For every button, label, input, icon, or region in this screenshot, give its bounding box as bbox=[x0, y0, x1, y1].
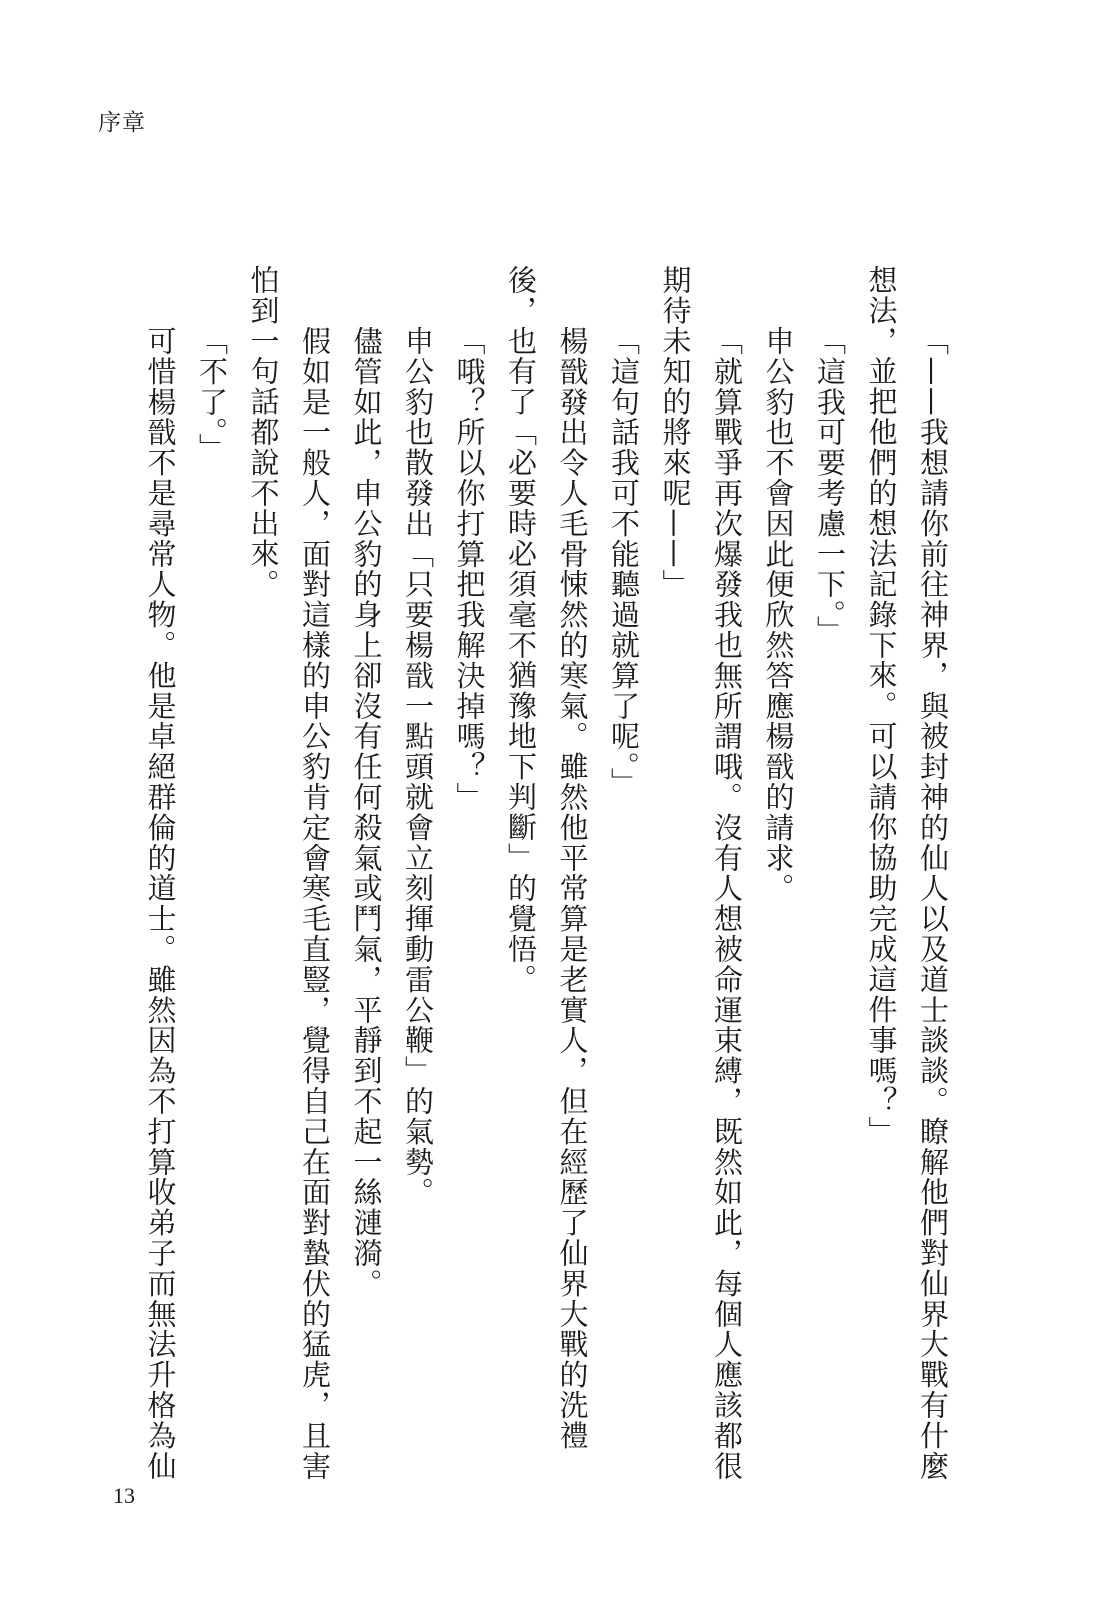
paragraph: 「就算戰爭再次爆發我也無所謂哦。沒有人想被命運束縛，既然如此，每個人應該都很期待未知的將來呢——」 bbox=[658, 265, 744, 1481]
body-text bbox=[128, 265, 958, 1487]
paragraph: 假如是一般人，面對這樣的申公豹肯定會寒毛直豎，覺得自己在面對蟄伏的猛虎，且害怕到一句話都說不出來。 bbox=[246, 265, 332, 1481]
paragraph: 可惜楊戩不是尋常人物。他是卓絕群倫的道士。雖然因為不打算收弟子而無法升格為仙 bbox=[143, 325, 178, 1481]
chapter-title: 序章 bbox=[98, 110, 146, 136]
paragraph: 「哦？所以你打算把我解決掉嗎？」 bbox=[452, 325, 487, 813]
paragraph: 「這我可要考慮一下。」 bbox=[813, 325, 847, 646]
paragraph: 申公豹也散發出「只要楊戩一點頭就會立刻揮動雷公鞭」的氣勢。 bbox=[401, 325, 435, 1208]
paragraph: 「這句話我可不能聽過就算了呢。」 bbox=[607, 325, 641, 798]
paragraph: 「不了。」 bbox=[195, 325, 229, 464]
page-number: 13 bbox=[113, 1483, 135, 1508]
paragraph: 申公豹也不會因此便欣然答應楊戩的請求。 bbox=[761, 325, 796, 904]
paragraph: 儘管如此，申公豹的身上卻沒有任何殺氣或鬥氣，平靜到不起一絲漣漪。 bbox=[349, 325, 384, 1299]
paragraph: 「——我想請你前往神界，與被封神的仙人以及道士談談。瞭解他們對仙界大戰有什麼想法，並把他們的想法記錄下來。可以請你協助完成這件事嗎？」 bbox=[864, 265, 950, 1481]
paragraph: 楊戩發出令人毛骨悚然的寒氣。雖然他平常算是老實人，但在經歷了仙界大戰的洗禮後，也有了「必要時必須毫不猶豫地下判斷」的覺悟。 bbox=[504, 265, 590, 1451]
